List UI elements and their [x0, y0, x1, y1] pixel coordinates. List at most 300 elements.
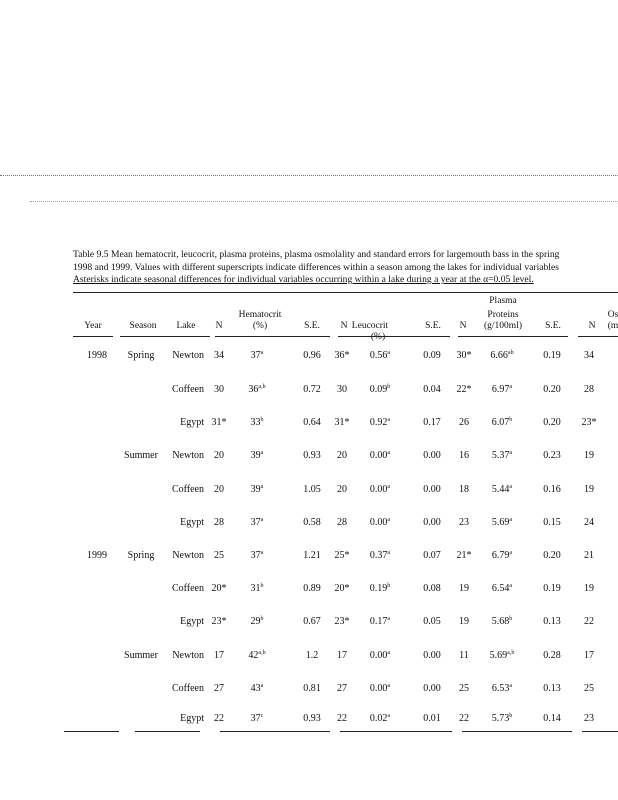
cell-lake	[160, 713, 204, 724]
cell-value: 0.00	[423, 450, 441, 461]
header-year: Year	[84, 321, 102, 331]
header-leucocrit: Leucocrit	[351, 321, 389, 331]
cell-value: 20	[214, 484, 224, 495]
header-rule	[578, 336, 618, 337]
header-se: S.E.	[545, 321, 561, 331]
cell-n1	[208, 450, 230, 461]
cell-value: 19	[459, 583, 469, 594]
cell-year	[80, 550, 114, 561]
cell-value: 25	[459, 683, 469, 694]
cell-superscript: a	[387, 550, 391, 556]
cell-value: 29	[250, 616, 261, 627]
cell-value: 0.00	[423, 650, 441, 661]
header-rule	[73, 336, 113, 337]
cell-se1	[298, 583, 326, 594]
cell-superscript: a	[387, 650, 391, 656]
cell-superscript: a	[260, 517, 264, 523]
cell-value: 23*	[211, 616, 227, 627]
cell-superscript: a	[509, 450, 513, 456]
cell-value: 22	[459, 713, 469, 724]
cell-value: 22	[584, 616, 594, 627]
cell-superscript: a	[509, 484, 513, 490]
cell-value: 5.37	[491, 450, 510, 461]
table-bottom-rule	[135, 731, 200, 732]
cell-se3	[538, 583, 566, 594]
cell-se3	[538, 350, 566, 361]
header-proteins-unit: (g/100ml)	[484, 321, 522, 331]
cell-n2	[329, 713, 355, 724]
cell-value: 1.21	[303, 550, 321, 561]
cell-superscript: a	[387, 484, 391, 490]
cell-superscript: a,b	[258, 384, 266, 390]
cell-superscript: a	[509, 583, 513, 589]
cell-se3	[538, 450, 566, 461]
cell-se3	[538, 650, 566, 661]
cell-superscript: a	[387, 713, 391, 719]
cell-value: 0.02	[369, 713, 388, 724]
cell-value: 17	[337, 650, 347, 661]
cell-value: 23	[584, 713, 594, 724]
cell-value: 0.16	[543, 484, 561, 495]
table-top-rule	[73, 292, 618, 293]
cell-value: 0.89	[303, 583, 321, 594]
table-bottom-rule	[64, 731, 119, 732]
cell-value: 6.66	[490, 350, 508, 361]
header-proteins: Proteins	[487, 310, 519, 320]
header-hematocrit-unit: (%)	[252, 321, 268, 331]
cell-value: 24	[584, 517, 594, 528]
cell-value: 16	[459, 450, 469, 461]
cell-value: 0.17	[423, 417, 441, 428]
cell-superscript: ab	[507, 350, 514, 356]
cell-leu	[366, 683, 394, 694]
cell-value: 21	[584, 550, 594, 561]
cell-superscript: a,b	[507, 650, 515, 656]
cell-n4	[578, 583, 600, 594]
cell-superscript: b	[260, 583, 264, 589]
cell-value: 39	[250, 484, 261, 495]
cell-pp	[482, 550, 522, 561]
header-rule	[215, 336, 330, 337]
cell-n4	[578, 517, 600, 528]
cell-hct	[244, 450, 270, 461]
cell-value: 19	[584, 450, 594, 461]
cell-pp	[482, 650, 522, 661]
cell-superscript: a	[509, 683, 513, 689]
cell-value: 30	[337, 384, 347, 395]
cell-value: 28	[214, 517, 224, 528]
cell-n2	[329, 450, 355, 461]
cell-value: 0.81	[303, 683, 321, 694]
cell-n3	[453, 450, 475, 461]
cell-superscript: a	[260, 484, 264, 490]
cell-n1	[208, 517, 230, 528]
table-bottom-rule	[340, 731, 452, 732]
cell-superscript: b	[260, 616, 264, 622]
cell-se1	[298, 350, 326, 361]
cell-se2	[418, 683, 446, 694]
cell-n3	[453, 484, 475, 495]
cell-n3	[453, 350, 475, 361]
cell-pp	[482, 583, 522, 594]
cell-season	[120, 650, 162, 661]
cell-pp	[482, 484, 522, 495]
cell-n4	[578, 417, 600, 428]
cell-superscript: a	[260, 450, 264, 456]
cell-n1	[208, 616, 230, 627]
cell-value: 23	[459, 517, 469, 528]
cell-value: 5.73	[491, 713, 510, 724]
cell-se2	[418, 450, 446, 461]
cell-value: 28	[584, 384, 594, 395]
cell-n3	[453, 650, 475, 661]
cell-se1	[298, 650, 326, 661]
cell-se1	[298, 417, 326, 428]
cell-n4	[578, 713, 600, 724]
caption-line-3: Asterisks indicate seasonal differences for individual variables occurring within a lake during a year at the α=0.05 level.	[73, 274, 534, 286]
cell-value: 0.09	[369, 384, 388, 395]
cell-se1	[298, 616, 326, 627]
cell-value: 17	[214, 650, 224, 661]
cell-value: 0.20	[543, 550, 561, 561]
cell-se2	[418, 583, 446, 594]
table-bottom-rule	[582, 731, 618, 732]
cell-hct	[244, 713, 270, 724]
cell-value: 30*	[456, 350, 472, 361]
cell-value: 0.09	[423, 350, 441, 361]
cell-value: 23*	[581, 417, 597, 428]
cell-value: 0.28	[543, 650, 561, 661]
cell-superscript: b	[387, 583, 391, 589]
cell-n1	[208, 417, 230, 428]
cell-value: 0.19	[543, 583, 561, 594]
cell-lake	[160, 384, 204, 395]
cell-leu	[366, 650, 394, 661]
cell-value: Coffeen	[171, 484, 204, 495]
cell-se2	[418, 713, 446, 724]
cell-value: 0.23	[543, 450, 561, 461]
cell-pp	[482, 417, 522, 428]
cell-superscript: a	[509, 384, 513, 390]
cell-hct	[244, 583, 270, 594]
cell-n2	[329, 417, 355, 428]
cell-value: 0.17	[369, 616, 388, 627]
cell-value: 31*	[334, 417, 350, 428]
cell-season	[120, 450, 162, 461]
caption-line-1: Table 9.5 Mean hematocrit, leucocrit, plasma proteins, plasma osmolality and standard errors for largemouth bass in the spring	[73, 249, 560, 260]
cell-value: 0.19	[369, 583, 388, 594]
header-se: S.E.	[425, 321, 441, 331]
cell-n4	[578, 616, 600, 627]
table-bottom-rule	[462, 731, 572, 732]
cell-value: Egypt	[180, 517, 204, 528]
cell-n2	[329, 517, 355, 528]
cell-value: 31*	[211, 417, 227, 428]
cell-pp	[482, 384, 522, 395]
cell-se3	[538, 713, 566, 724]
cell-value: 17	[584, 650, 594, 661]
cell-value: 1.05	[303, 484, 321, 495]
cell-hct	[244, 484, 270, 495]
cell-year	[80, 350, 114, 361]
table-caption	[73, 249, 618, 287]
cell-n4	[578, 550, 600, 561]
cell-leu	[366, 384, 394, 395]
cell-lake	[160, 350, 204, 361]
header-hematocrit: Hematocrit	[238, 310, 282, 320]
cell-lake	[160, 417, 204, 428]
cell-hct	[244, 616, 270, 627]
cell-leu	[366, 417, 394, 428]
cell-value: Newton	[172, 450, 204, 461]
cell-n4	[578, 650, 600, 661]
cell-value: 20	[337, 450, 347, 461]
cell-value: 42	[248, 650, 259, 661]
cell-value: 0.92	[369, 417, 388, 428]
cell-value: 0.00	[423, 683, 441, 694]
cell-pp	[482, 517, 522, 528]
cell-pp	[482, 450, 522, 461]
cell-superscript: b	[509, 713, 513, 719]
cell-se1	[298, 713, 326, 724]
cell-value: 22	[337, 713, 347, 724]
cell-se3	[538, 384, 566, 395]
cell-value: 0.20	[543, 384, 561, 395]
cell-value: 23*	[334, 616, 350, 627]
cell-superscript: b	[509, 417, 513, 423]
cell-value: Egypt	[180, 713, 204, 724]
scan-artifact-line	[0, 175, 618, 176]
cell-value: Coffeen	[171, 583, 204, 594]
cell-value: Egypt	[180, 417, 204, 428]
cell-value: 0.00	[369, 484, 388, 495]
header-rule	[120, 336, 210, 337]
cell-value: 20	[337, 484, 347, 495]
cell-n1	[208, 713, 230, 724]
cell-value: 43	[250, 683, 261, 694]
cell-hct	[244, 384, 270, 395]
cell-n2	[329, 683, 355, 694]
table-bottom-rule	[220, 731, 330, 732]
cell-value: 28	[337, 517, 347, 528]
cell-se2	[418, 384, 446, 395]
cell-lake	[160, 450, 204, 461]
cell-value: 1999	[87, 550, 107, 561]
header-osmolality-unit: (m	[607, 321, 618, 331]
cell-n1	[208, 484, 230, 495]
cell-pp	[482, 350, 522, 361]
cell-value: 6.97	[491, 384, 510, 395]
cell-value: 0.56	[369, 350, 388, 361]
cell-lake	[160, 616, 204, 627]
cell-value: Newton	[172, 550, 204, 561]
header-se: S.E.	[304, 321, 320, 331]
header-season: Season	[129, 321, 157, 331]
cell-value: 0.19	[543, 350, 561, 361]
cell-value: 0.00	[369, 683, 388, 694]
header-rule	[458, 336, 568, 337]
cell-value: 30	[214, 384, 224, 395]
cell-se3	[538, 616, 566, 627]
cell-value: Coffeen	[171, 384, 204, 395]
cell-value: 0.64	[303, 417, 321, 428]
cell-n4	[578, 683, 600, 694]
cell-value: 0.00	[369, 450, 388, 461]
cell-se2	[418, 650, 446, 661]
cell-value: 37	[250, 517, 261, 528]
header-n: N	[588, 321, 596, 331]
cell-value: 27	[214, 683, 224, 694]
cell-hct	[244, 650, 270, 661]
cell-n1	[208, 650, 230, 661]
cell-value: 33	[250, 417, 261, 428]
cell-value: 6.79	[491, 550, 510, 561]
cell-value: 6.54	[491, 583, 510, 594]
cell-superscript: a	[387, 616, 391, 622]
cell-value: 0.93	[303, 713, 321, 724]
cell-leu	[366, 713, 394, 724]
cell-value: 0.72	[303, 384, 321, 395]
cell-value: 5.69	[489, 650, 508, 661]
cell-value: 0.07	[423, 550, 441, 561]
cell-value: 25	[214, 550, 224, 561]
cell-n1	[208, 384, 230, 395]
cell-superscript: b	[387, 384, 391, 390]
cell-se1	[298, 384, 326, 395]
cell-hct	[244, 350, 270, 361]
cell-se3	[538, 683, 566, 694]
cell-n4	[578, 384, 600, 395]
cell-value: 0.93	[303, 450, 321, 461]
cell-superscript: c	[260, 713, 264, 719]
cell-value: 0.58	[303, 517, 321, 528]
cell-superscript: a	[509, 517, 513, 523]
cell-value: Spring	[127, 350, 155, 361]
cell-value: 21*	[456, 550, 472, 561]
cell-value: 39	[250, 450, 261, 461]
cell-lake	[160, 517, 204, 528]
cell-superscript: a	[260, 683, 264, 689]
cell-n1	[208, 350, 230, 361]
caption-line-2: 1998 and 1999. Values with different superscripts indicate differences within a season among the lakes for individual variables	[73, 261, 559, 273]
cell-se1	[298, 450, 326, 461]
cell-superscript: a	[387, 450, 391, 456]
cell-hct	[244, 417, 270, 428]
cell-n3	[453, 616, 475, 627]
cell-value: 0.01	[423, 713, 441, 724]
cell-value: 34	[214, 350, 224, 361]
cell-season	[120, 550, 162, 561]
cell-hct	[244, 683, 270, 694]
cell-value: 27	[337, 683, 347, 694]
cell-n2	[329, 350, 355, 361]
cell-superscript: a,b	[258, 650, 266, 656]
cell-value: 0.00	[423, 517, 441, 528]
cell-value: 0.67	[303, 616, 321, 627]
cell-n2	[329, 384, 355, 395]
cell-value: Egypt	[180, 616, 204, 627]
cell-superscript: b	[509, 616, 513, 622]
cell-n1	[208, 683, 230, 694]
cell-value: 36	[248, 384, 259, 395]
cell-n2	[329, 650, 355, 661]
scan-artifact-line	[30, 201, 618, 202]
cell-value: 0.13	[543, 616, 561, 627]
cell-n4	[578, 450, 600, 461]
header-rule	[338, 336, 450, 337]
cell-se2	[418, 517, 446, 528]
cell-n2	[329, 583, 355, 594]
cell-lake	[160, 583, 204, 594]
cell-se1	[298, 550, 326, 561]
cell-value: 6.53	[491, 683, 510, 694]
cell-se1	[298, 484, 326, 495]
cell-value: 26	[459, 417, 469, 428]
cell-n3	[453, 713, 475, 724]
cell-hct	[244, 517, 270, 528]
cell-se3	[538, 484, 566, 495]
cell-value: 0.05	[423, 616, 441, 627]
cell-value: 37	[250, 550, 261, 561]
cell-superscript: b	[260, 417, 264, 423]
cell-superscript: a	[509, 550, 513, 556]
cell-value: 25	[584, 683, 594, 694]
cell-se1	[298, 683, 326, 694]
cell-pp	[482, 616, 522, 627]
cell-value: 34	[584, 350, 594, 361]
cell-value: 0.37	[369, 550, 388, 561]
cell-value: 0.00	[369, 650, 388, 661]
cell-value: 0.00	[369, 517, 388, 528]
cell-se2	[418, 550, 446, 561]
cell-value: 5.69	[491, 517, 510, 528]
cell-value: 20*	[334, 583, 350, 594]
cell-value: Summer	[124, 450, 158, 461]
cell-value: Spring	[127, 550, 155, 561]
cell-n4	[578, 350, 600, 361]
header-leucocrit-unit: (%)	[370, 332, 386, 342]
cell-value: 37	[250, 350, 261, 361]
cell-value: 0.15	[543, 517, 561, 528]
cell-n4	[578, 484, 600, 495]
cell-superscript: a	[387, 350, 391, 356]
cell-value: 0.04	[423, 384, 441, 395]
cell-se1	[298, 517, 326, 528]
cell-value: 37	[250, 713, 261, 724]
cell-leu	[366, 517, 394, 528]
cell-value: 25*	[334, 550, 350, 561]
header-n: N	[215, 321, 223, 331]
header-plasma: Plasma	[489, 296, 517, 306]
header-n: N	[459, 321, 467, 331]
cell-superscript: a	[387, 517, 391, 523]
cell-n2	[329, 550, 355, 561]
cell-value: 0.14	[543, 713, 561, 724]
cell-value: 36*	[334, 350, 350, 361]
cell-value: 22	[214, 713, 224, 724]
cell-value: 18	[459, 484, 469, 495]
cell-se3	[538, 417, 566, 428]
cell-pp	[482, 683, 522, 694]
cell-n3	[453, 550, 475, 561]
cell-value: 19	[584, 484, 594, 495]
cell-value: 20*	[211, 583, 227, 594]
cell-n1	[208, 550, 230, 561]
cell-value: 11	[459, 650, 469, 661]
cell-se2	[418, 616, 446, 627]
cell-lake	[160, 683, 204, 694]
cell-value: 1.2	[305, 650, 319, 661]
